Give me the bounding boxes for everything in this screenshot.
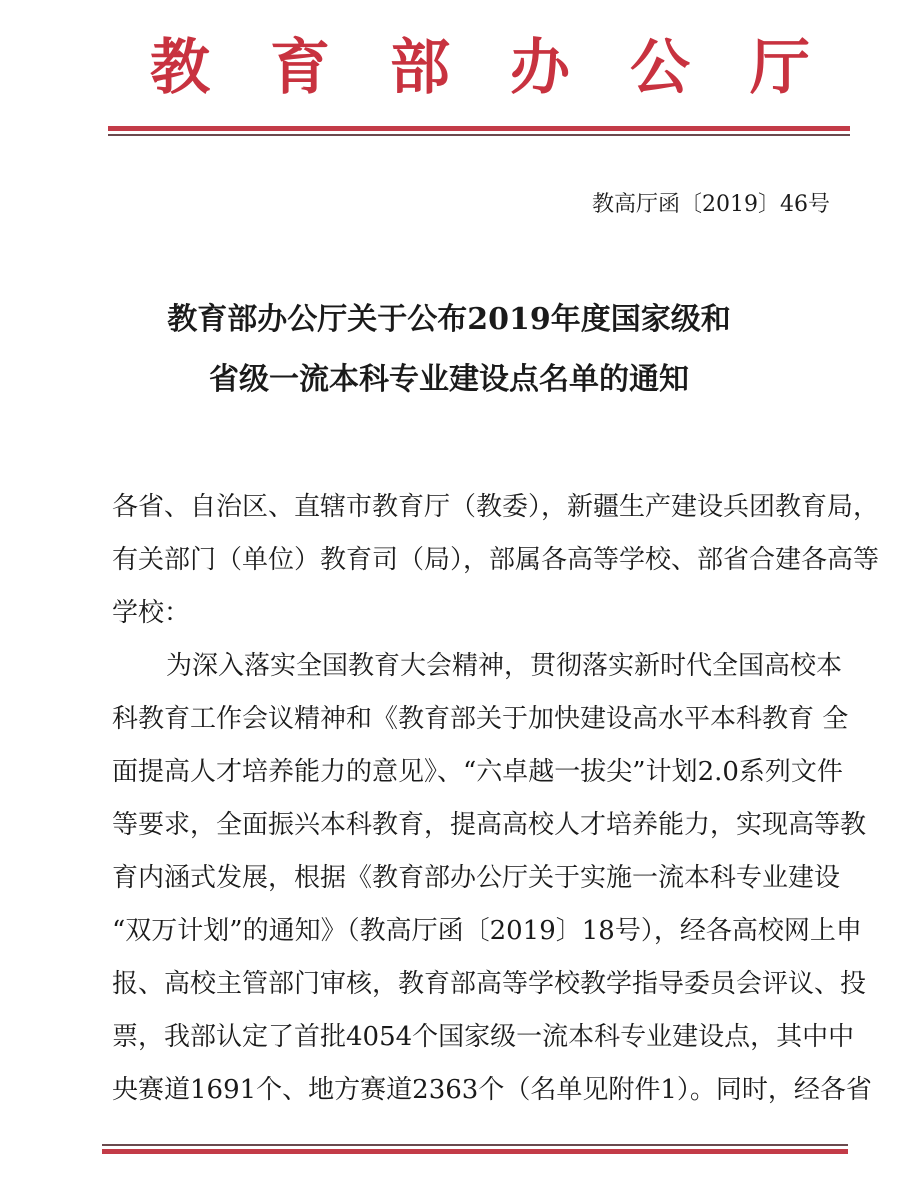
- body-line: “双万计划”的通知》（教高厅函〔2019〕18号），经各高校网上申: [112, 916, 862, 946]
- masthead-char: 育: [270, 33, 330, 103]
- body-line: 各省、自治区、直辖市教育厅（教委），新疆生产建设兵团教育局，: [112, 492, 880, 522]
- body-line: 票，我部认定了首批4054个国家级一流本科专业建设点，其中中: [112, 1022, 855, 1052]
- masthead-char: 厅: [750, 33, 810, 103]
- masthead-char: 办: [510, 33, 570, 103]
- body-line: 央赛道1691个、地方赛道2363个（名单见附件1）。同时，经各省: [112, 1075, 872, 1105]
- footer-rule-thin: [102, 1144, 848, 1146]
- body-line: 面提高人才培养能力的意见》、“六卓越一拔尖”计划2.0系列文件: [112, 757, 843, 787]
- body-line: 为深入落实全国教育大会精神，贯彻落实新时代全国高校本: [166, 651, 843, 681]
- header-rule-thin: [108, 134, 850, 136]
- body-line: 科教育工作会议精神和《教育部关于加快建设高水平本科教育 全: [112, 704, 849, 734]
- masthead-char: 教: [150, 33, 210, 103]
- header-rule-thick: [108, 126, 850, 131]
- masthead-char: 公: [630, 33, 690, 103]
- body-line: 等要求，全面振兴本科教育，提高高校人才培养能力，实现高等教: [112, 810, 867, 840]
- footer-rule-thick: [102, 1149, 848, 1154]
- body-line: 有关部门（单位）教育司（局），部属各高等学校、部省合建各高等: [112, 545, 880, 575]
- masthead: [150, 28, 810, 108]
- document-number: 教高厅函〔2019〕46号: [592, 192, 830, 217]
- document-title-line-2: 省级一流本科专业建设点名单的通知: [209, 362, 689, 397]
- masthead-char: 部: [390, 33, 450, 103]
- body-line: 育内涵式发展，根据《教育部办公厅关于实施一流本科专业建设: [112, 863, 841, 893]
- document-title-line-1: 教育部办公厅关于公布2019年度国家级和: [167, 302, 731, 337]
- body-line: 学校：: [112, 598, 191, 628]
- body-line: 报、高校主管部门审核，教育部高等学校教学指导委员会评议、投: [112, 969, 867, 999]
